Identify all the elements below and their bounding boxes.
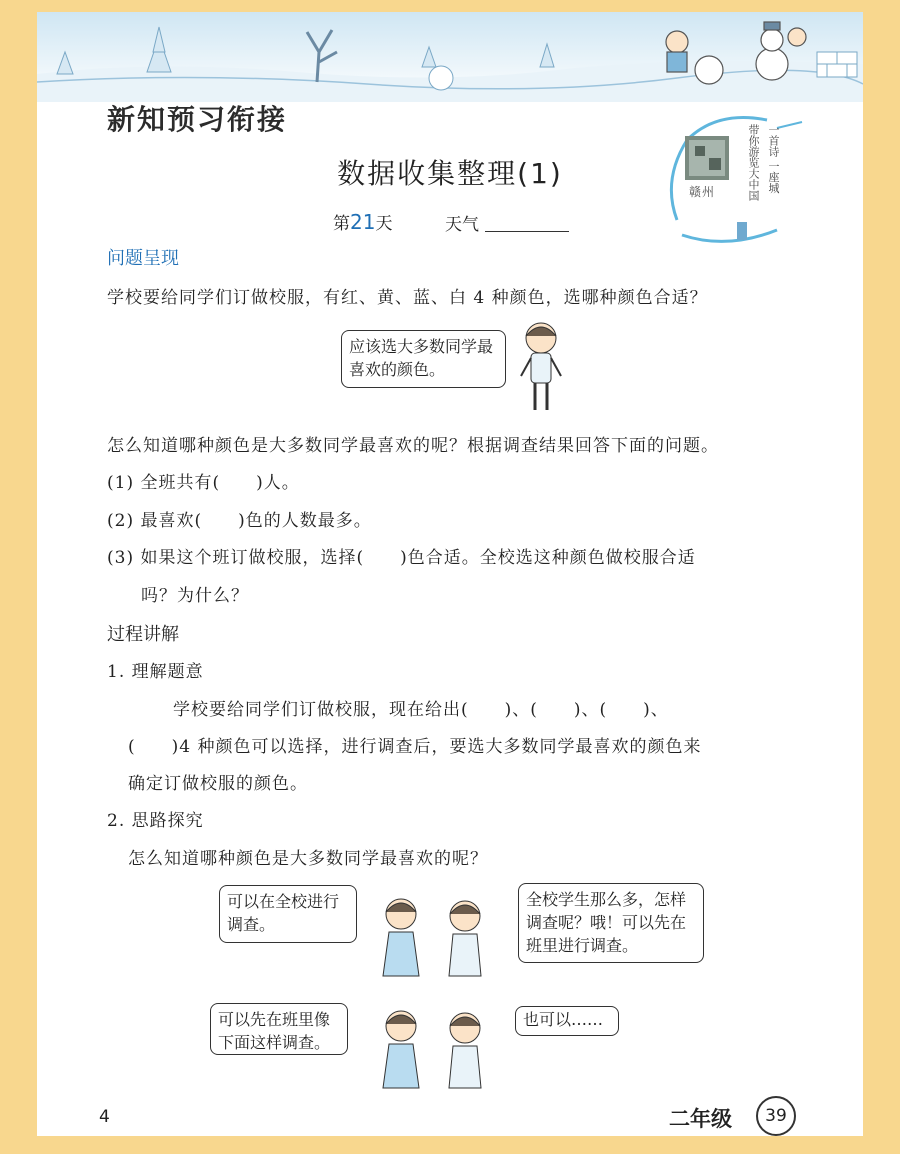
problem-intro: 怎么知道哪种颜色是大多数同学最喜欢的呢？根据调查结果回答下面的问题。 bbox=[107, 436, 719, 456]
section-title: 新知预习衔接 bbox=[107, 103, 288, 136]
workbook-page bbox=[37, 12, 863, 1136]
girls-talking-illustration-1 bbox=[369, 892, 499, 982]
step-1-line-1: 学校要给同学们订做校服，现在给出( )、( )、( )、 bbox=[173, 700, 669, 720]
problem-heading: 问题呈现 bbox=[107, 248, 179, 269]
girl-illustration bbox=[515, 318, 567, 414]
speech-bubble-1: 可以在全校进行调查。 bbox=[219, 885, 357, 943]
lesson-title: 数据收集整理(1) bbox=[337, 157, 563, 190]
step-1-line-3: 确定订做校服的颜色。 bbox=[128, 774, 308, 794]
problem-question: 学校要给同学们订做校服，有红、黄、蓝、白 4 种颜色，选哪种颜色合适？ bbox=[107, 288, 708, 308]
grade-label: 二年级 bbox=[669, 1107, 732, 1131]
question-1: (1) 全班共有( )人。 bbox=[107, 473, 300, 493]
process-heading: 过程讲解 bbox=[107, 624, 179, 645]
day-counter bbox=[333, 209, 392, 234]
weather-blank-line bbox=[485, 231, 569, 232]
step-2-title: 2. 思路探究 bbox=[107, 811, 204, 831]
day-number: 21 bbox=[350, 210, 376, 234]
question-3-line-1: (3) 如果这个班订做校服，选择( )色合适。全校选这种颜色做校服合适 bbox=[107, 548, 696, 568]
speech-bubble-2: 全校学生那么多，怎样调查呢？哦！可以先在班里进行调查。 bbox=[518, 883, 704, 963]
day-prefix: 第 bbox=[333, 214, 350, 234]
day-suffix: 天 bbox=[375, 214, 393, 234]
girls-talking-illustration-2 bbox=[367, 1004, 497, 1094]
page-number-left: 4 bbox=[99, 1107, 110, 1127]
question-2: (2) 最喜欢( )色的人数最多。 bbox=[107, 511, 372, 531]
qr-code-badge[interactable] bbox=[657, 110, 807, 250]
speech-bubble-4: 也可以…… bbox=[515, 1006, 619, 1036]
question-3-line-2: 吗？为什么？ bbox=[141, 586, 249, 606]
speech-bubble-girl: 应该选大多数同学最喜欢的颜色。 bbox=[341, 330, 506, 388]
speech-bubble-3: 可以先在班里像下面这样调查。 bbox=[210, 1003, 348, 1055]
page-number-badge: 39 bbox=[756, 1096, 796, 1136]
step-1-line-2: ( )4 种颜色可以选择，进行调查后，要选大多数同学最喜欢的颜色来 bbox=[128, 737, 702, 757]
weather-label: 天气 bbox=[445, 215, 479, 235]
qr-text-1: 一首诗 一座城 bbox=[767, 124, 780, 194]
winter-banner-illustration bbox=[37, 12, 863, 102]
qr-text-2: 带你游览大中国 bbox=[747, 124, 760, 201]
qr-city: 赣州 bbox=[689, 185, 716, 199]
step-1-title: 1. 理解题意 bbox=[107, 662, 204, 682]
step-2-intro: 怎么知道哪种颜色是大多数同学最喜欢的呢？ bbox=[128, 849, 488, 869]
